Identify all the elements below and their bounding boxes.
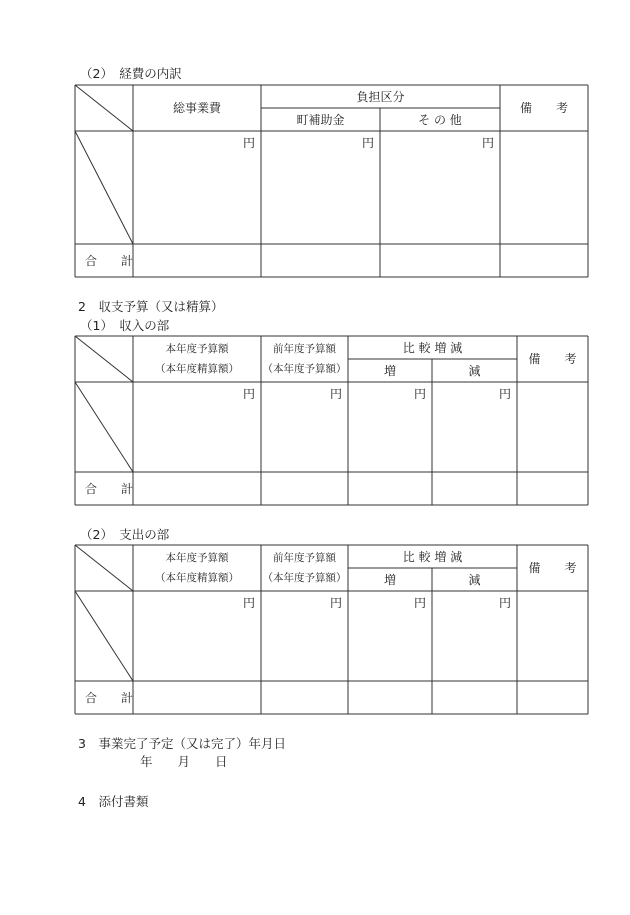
expenditure-table-rules bbox=[75, 545, 588, 714]
income-unit-this-year: 円 bbox=[242, 387, 255, 401]
expenditure-header-this-year-settled: （本年度精算額） bbox=[155, 572, 239, 584]
section-2-title: 2 収支予算（又は精算） bbox=[78, 299, 224, 314]
income-unit-prev-year: 円 bbox=[329, 387, 342, 401]
expenditure-title: （2） 支出の部 bbox=[80, 527, 170, 542]
income-total-label: 合 計 bbox=[85, 482, 134, 496]
expenditure-header-this-year: 本年度予算額 bbox=[165, 552, 229, 564]
unit-other: 円 bbox=[481, 136, 494, 150]
header-total-cost: 総事業費 bbox=[172, 101, 221, 115]
expenditure-unit-increase: 円 bbox=[413, 596, 426, 610]
expenditure-header-increase: 増 bbox=[383, 573, 396, 587]
header-other: そ の 他 bbox=[418, 113, 462, 127]
expenditure-unit-this-year: 円 bbox=[242, 596, 255, 610]
income-header-increase: 増 bbox=[383, 364, 396, 378]
income-header-this-year: 本年度予算額 bbox=[165, 343, 229, 355]
section-3-title: 3 事業完了予定（又は完了）年月日 bbox=[78, 736, 286, 751]
header-remarks: 備 考 bbox=[519, 101, 568, 115]
expenditure-header-decrease: 減 bbox=[468, 573, 481, 587]
income-header-compare: 比 較 増 減 bbox=[402, 341, 463, 355]
expenditure-total-label: 合 計 bbox=[85, 691, 134, 705]
expenditure-unit-decrease: 円 bbox=[498, 596, 511, 610]
income-title: （1） 収入の部 bbox=[80, 318, 170, 333]
expenditure-header-remarks: 備 考 bbox=[528, 561, 577, 575]
expenditure-header-compare: 比 較 増 減 bbox=[402, 550, 463, 564]
income-header-this-year-settled: （本年度精算額） bbox=[155, 363, 239, 375]
income-header-decrease: 減 bbox=[468, 364, 481, 378]
income-unit-increase: 円 bbox=[413, 387, 426, 401]
income-unit-decrease: 円 bbox=[498, 387, 511, 401]
section-4-title: 4 添付書類 bbox=[78, 794, 149, 809]
unit-town-subsidy: 円 bbox=[361, 136, 374, 150]
expenditure-header-prev-year-settled: （本年度予算額） bbox=[262, 572, 347, 584]
completion-date-line: 年 月 日 bbox=[140, 754, 228, 769]
income-header-prev-year: 前年度予算額 bbox=[273, 343, 336, 355]
unit-total-cost: 円 bbox=[242, 136, 255, 150]
expense-total-label: 合 計 bbox=[85, 254, 134, 268]
income-header-remarks: 備 考 bbox=[528, 352, 577, 366]
income-header-prev-year-settled: （本年度予算額） bbox=[262, 363, 347, 375]
expenditure-unit-prev-year: 円 bbox=[329, 596, 342, 610]
header-town-subsidy: 町補助金 bbox=[296, 113, 345, 127]
expenditure-header-prev-year: 前年度予算額 bbox=[273, 552, 336, 564]
section-2-2-title: （2） 経費の内訳 bbox=[80, 66, 182, 81]
income-table-rules bbox=[75, 336, 588, 505]
header-burden: 負担区分 bbox=[356, 90, 405, 104]
